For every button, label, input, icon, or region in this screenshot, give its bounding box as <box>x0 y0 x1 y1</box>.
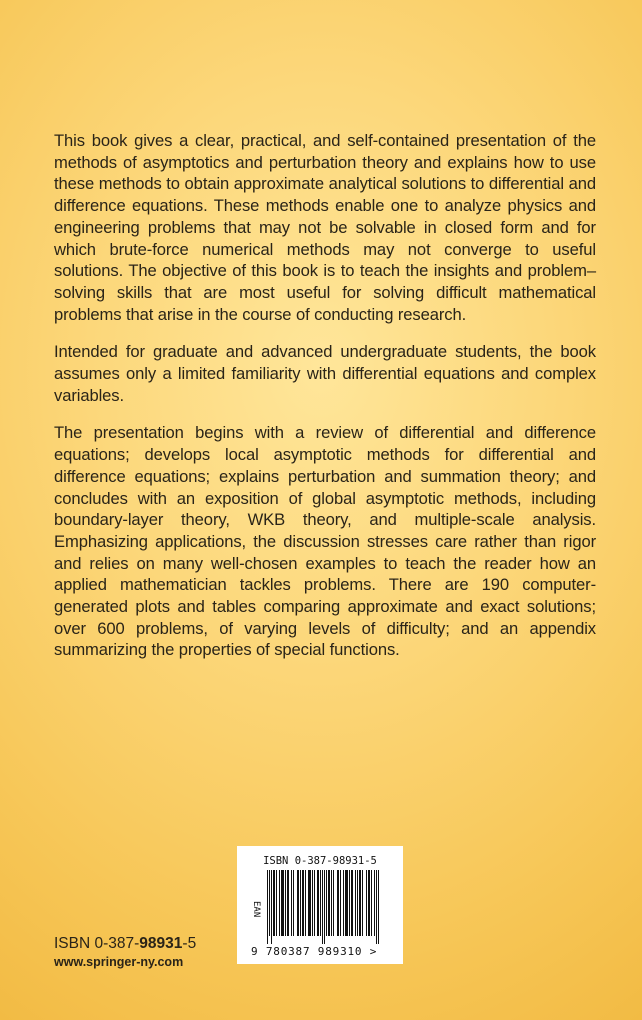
barcode-bar <box>302 870 304 936</box>
barcode-bar <box>317 870 319 936</box>
barcode-bar <box>374 870 375 936</box>
barcode-bar <box>308 870 311 936</box>
isbn-suffix: -5 <box>182 935 197 952</box>
isbn-bold-part: 98931 <box>139 935 183 952</box>
barcode-bar <box>349 870 350 936</box>
isbn-prefix: ISBN 0-387- <box>54 935 140 952</box>
barcode-panel <box>237 846 403 964</box>
blurb-paragraph-1: This book gives a clear, practical, and self-contained presentation of the methods of asymptotics and perturbation theory and explains how to use these methods to obtain approximate analytical solutions to differential and difference equations. These methods enable one to analyze physics and engineering problems that may not be solvable in closed form and for which brute-force numerical methods may not converge to useful solutions. The objective of this book is to teach the insights and problem–solving skills that are most useful for solving difficult mathematical problems that arise in the course of conducting research. <box>54 131 596 324</box>
barcode-bar <box>326 870 327 936</box>
barcode-bar <box>285 870 286 936</box>
barcode-isbn-label: ISBN 0-387-98931-5 <box>263 855 377 867</box>
barcode-bar <box>271 870 272 944</box>
barcode-bar <box>366 870 367 936</box>
barcode-bar <box>300 870 301 936</box>
barcode-bar <box>378 870 379 944</box>
barcode-bar <box>291 870 292 936</box>
barcode-bar <box>355 870 356 936</box>
barcode-bar <box>276 870 277 936</box>
barcode-bar <box>333 870 334 936</box>
barcode-bar <box>371 870 372 936</box>
barcode-bar <box>279 870 280 936</box>
barcode-bar <box>328 870 330 936</box>
barcode-bar <box>305 870 306 936</box>
barcode-bar <box>293 870 294 936</box>
barcode-bar <box>269 870 270 936</box>
barcode-bar <box>314 870 315 936</box>
barcode-bar <box>376 870 377 944</box>
barcode-bar <box>337 870 339 936</box>
barcode-bar <box>351 870 353 936</box>
barcode-bars <box>267 870 391 944</box>
publisher-website: www.springer-ny.com <box>54 955 184 969</box>
blurb-paragraph-2: Intended for graduate and advanced undergraduate students, the book assumes only a limited familiarity with differential equations and complex variables. <box>54 342 596 405</box>
barcode-bar <box>359 870 361 936</box>
barcode-bar <box>281 870 284 936</box>
barcode-bar <box>312 870 313 936</box>
barcode-bar <box>343 870 344 936</box>
barcode-bar <box>331 870 332 936</box>
barcode-bar <box>340 870 341 936</box>
barcode-bar <box>322 870 323 944</box>
barcode-bar <box>368 870 370 936</box>
barcode-bar <box>273 870 275 936</box>
isbn-text <box>54 935 196 953</box>
barcode-bar <box>267 870 268 944</box>
barcode-bar <box>357 870 358 936</box>
back-cover-blurb <box>54 130 596 677</box>
blurb-paragraph-3: The presentation begins with a review of differential and difference equations; develops local asymptotic methods for differential and difference equations; explains perturbation and summation theory; and concludes with an exposition of global asymptotic methods, including boundary-layer theory, WKB theory, and multiple-scale analysis. Emphasizing applications, the discussion stresses care rather than rigor and relies on many well-chosen examples to teach the reader how an applied mathematician tackles problems. There are 190 computer-generated plots and tables comparing approximate and exact solutions; over 600 problems, of varying levels of difficulty; and an appendix summarizing the properties of special functions. <box>54 423 596 660</box>
barcode-digits: 9 780387 989310 > <box>251 945 378 958</box>
barcode-bar <box>287 870 289 936</box>
barcode-bar <box>324 870 325 944</box>
barcode-bar <box>362 870 363 936</box>
barcode-bar <box>345 870 348 936</box>
barcode-ean-label: EAN <box>251 901 261 918</box>
barcode-bar <box>320 870 321 936</box>
barcode-bar <box>297 870 299 936</box>
